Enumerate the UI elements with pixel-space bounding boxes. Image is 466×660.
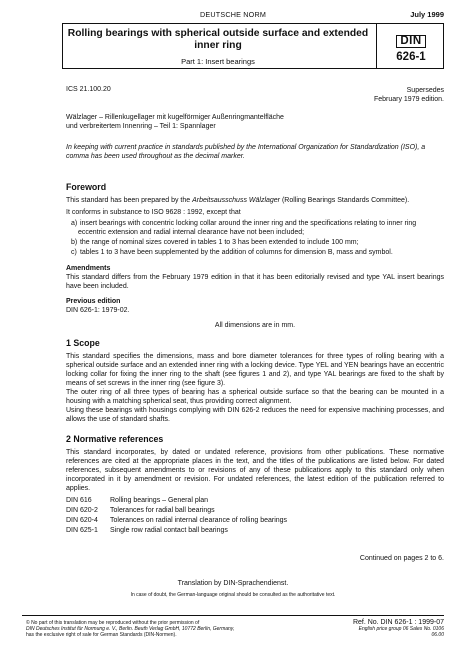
reference-title: Tolerances on radial internal clearance of rolling bearings (110, 517, 288, 524)
authoritative-text-note: In case of doubt, the German-language original should be consulted as the authoritative text. (130, 592, 336, 598)
foreword-text-a: This standard has been prepared by the (66, 197, 193, 204)
scope-paragraph-3: Using these bearings with housings complying with DIN 626-2 reduces the need for expensive machining processes, and allows the use of standard shafts. (66, 407, 444, 423)
title-box (62, 23, 444, 69)
ics-code: ICS 21.100.20 (66, 86, 111, 93)
german-title-line-1: Wälzlager – Rillenkugellager mit kugelförmiger Außenringmantelfläche (66, 114, 284, 121)
normative-references-text: This standard incorporates, by dated or undated reference, provisions from other publications. These normative references are cited at the appropriate places in the text, and the titles of the publications are listed below. For dated references, subsequent amendments to or revisions of any of these publications apply to this standard only when incorporated in it by amendment or revision. For undated references, the latest edition of the publication referred to applies. (66, 449, 444, 492)
document-title: Rolling bearings with spherical outside surface and extended inner ring (67, 28, 369, 51)
dimensions-note: All dimensions are in mm. (214, 322, 296, 329)
standard-number: 626-1 (396, 51, 426, 63)
reference-id: DIN 625-1 (66, 527, 98, 534)
normative-references-heading: 2 Normative references (66, 434, 164, 444)
list-item (66, 219, 444, 237)
reference-id: DIN 620-2 (66, 507, 98, 514)
din-logo (392, 31, 430, 63)
reference-number: Ref. No. DIN 626-1 : 1999-07 (352, 619, 444, 626)
reference-row (66, 506, 444, 516)
copyright-notice (26, 620, 296, 639)
reference-list (66, 496, 444, 536)
list-item-text: tables 1 to 3 have been supplemented by the addition of columns for dimension B, mass and symbol. (79, 249, 393, 256)
previous-edition-text: DIN 626-1: 1979-02. (66, 307, 130, 314)
scope-paragraph-2: The outer ring of all three types of bearing has a spherical outside surface so that the bearing can be mounted in a housing with a matching spherical seat, thus providing correct alignment. (66, 389, 444, 405)
reference-title: Rolling bearings – General plan (110, 497, 209, 504)
supersedes-note (374, 86, 444, 104)
document-part: Part 1: Insert bearings (181, 57, 255, 66)
amendments-heading: Amendments (66, 265, 111, 272)
list-marker: a) (71, 220, 78, 227)
copyright-line-1: © No part of this translation may be reproduced without the prior permission of (26, 620, 200, 626)
translation-note: Translation by DIN-Sprachendienst. (177, 580, 289, 587)
previous-edition-heading: Previous edition (66, 298, 121, 305)
list-item-text: insert bearings with concentric locking collar around the inner ring and the specifications relating to inner ring eccentric extension and radial internal clearance have not been included; (78, 220, 417, 236)
list-marker: b) (71, 239, 78, 246)
list-item-text: the range of nominal sizes covered in tables 1 to 3 has been extended to include 100 mm; (79, 239, 359, 246)
foreword-paragraph-1 (66, 196, 444, 205)
scope-paragraph-1: This standard specifies the dimensions, mass and bore diameter tolerances for three types of rolling bearing with a spherical outside surface and an extended inner ring with a locking device. Type YEL and YEN bearings have an eccentric locking collar for fixing the inner ring to the shaft (see figures 1 and 2), and type YAL bearings are fixed to the shaft by means of set screws in the inner ring (see figure 3). (66, 353, 444, 387)
reference-row (66, 526, 444, 536)
foreword-paragraph-2: It conforms in substance to ISO 9628 : 1992, except that (66, 209, 241, 216)
continued-note: Continued on pages 2 to 6. (359, 555, 444, 562)
issue-date: July 1999 (410, 10, 444, 19)
edition-code: 06.00 (431, 632, 444, 639)
list-marker: c) (71, 249, 77, 256)
list-item (66, 248, 444, 257)
standard-org: DEUTSCHE NORM (199, 10, 267, 19)
foreword-text-c: (Rolling Bearings Standards Committee). (280, 197, 410, 204)
reference-row (66, 516, 444, 526)
deviation-list (66, 219, 444, 257)
reference-row (66, 496, 444, 506)
committee-name: Arbeitsausschuss Wälzlager (192, 197, 281, 204)
title-divider (376, 24, 377, 68)
din-logo-text: DIN (396, 35, 425, 48)
reference-block (353, 619, 444, 638)
supersedes-line-2: February 1979 edition. (373, 96, 444, 103)
reference-title: Tolerances for radial ball bearings (110, 507, 215, 514)
price-group: English price group 06 Sales No. 0106 (358, 626, 444, 633)
reference-id: DIN 620-4 (66, 517, 98, 524)
german-title (66, 113, 426, 131)
foreword-heading: Foreword (66, 182, 107, 192)
amendments-text: This standard differs from the February 1979 edition in that it has been editorially revised and type YAL insert bearings have been included. (66, 274, 444, 290)
copyright-line-2: DIN Deutsches Institut für Normung e. V., Berlin. Beuth Verlag GmbH, 10772 Berlin, Germany, (26, 626, 235, 633)
list-item (66, 238, 444, 247)
reference-title: Single row radial contact ball bearings (110, 527, 228, 534)
decimal-marker-note: In keeping with current practice in standards published by the International Organization for Standardization (ISO), a comma has been used throughout as the decimal marker. (66, 144, 426, 160)
german-title-line-2: und verbreitertem Innenring – Teil 1: Spannlager (66, 123, 216, 130)
supersedes-line-1: Supersedes (406, 87, 444, 94)
footer-divider (22, 615, 444, 616)
reference-id: DIN 616 (66, 497, 92, 504)
document-body (66, 182, 444, 536)
copyright-line-3: has the exclusive right of sale for German Standards (DIN-Normen). (26, 632, 177, 639)
scope-heading: 1 Scope (66, 338, 100, 348)
